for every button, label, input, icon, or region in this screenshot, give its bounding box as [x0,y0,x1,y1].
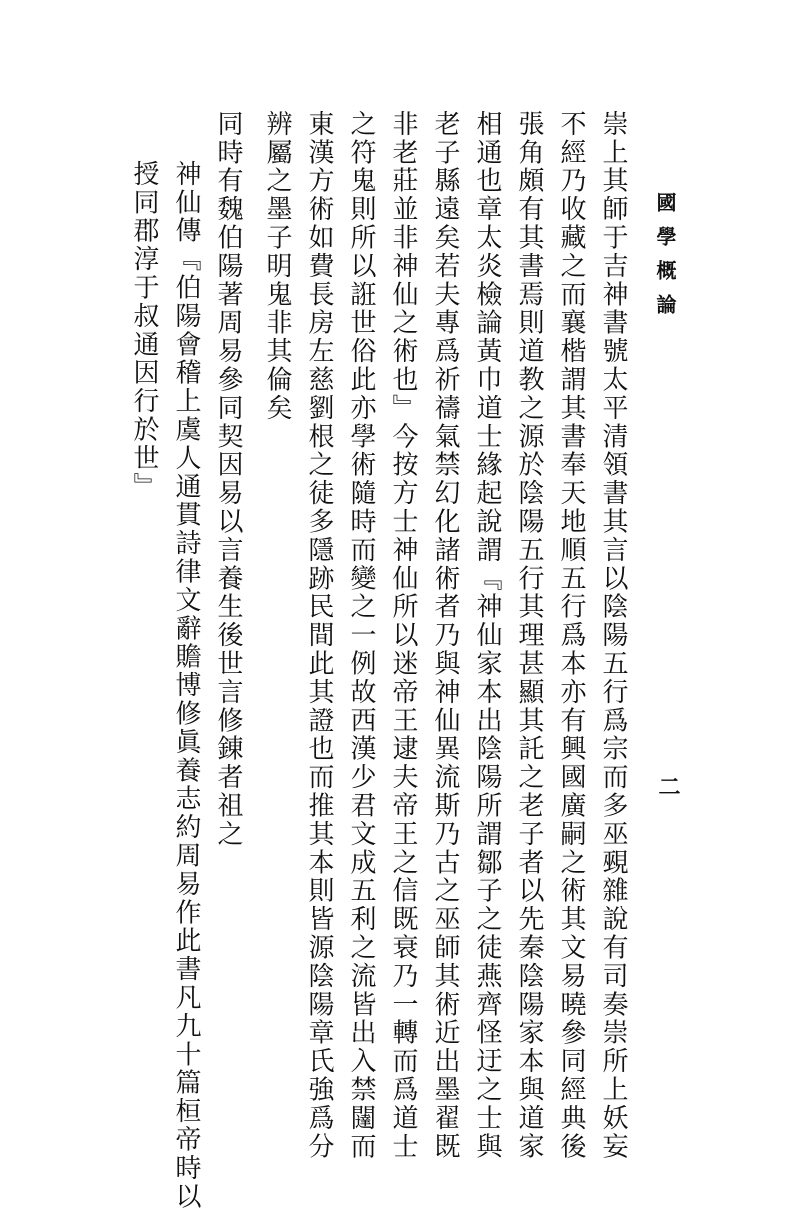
text-column-1: 崇上其師于吉神書號太平清領書其言以陰陽五行爲宗而多巫覡雜說有司奏崇所上妖妄 [598,110,628,1161]
text-column-12: 授同郡淳于叔通因行於世』 [129,160,159,501]
text-column-11: 神仙傳『伯陽會稽上虞人通貫詩律文辭贍博修眞養志約周易作此書凡九十篇桓帝時以 [171,160,201,1211]
text-column-2: 不經乃收藏之而襄楷謂其書奉天地順五行爲本亦有興國廣嗣之術其文易曉參同經典後 [556,110,586,1161]
text-column-8: 東漢方術如費長房左慈劉根之徒多隱跡民間此其證也而推其本則皆源陰陽章氏強爲分 [304,110,334,1161]
text-column-4: 相通也章太炎檢論黃巾道士緣起說謂『神仙家本出陰陽所謂鄒子之徒燕齊怪迂之士與 [472,110,502,1161]
page-number: 二 [655,775,681,797]
text-column-6: 非老莊並非神仙之術也』今按方士神仙所以迷帝王逮夫帝王之信既衰乃一轉而爲道士 [388,110,418,1161]
text-column-7: 之符鬼則所以誑世俗此亦學術隨時而變之一例故西漢少君文成五利之流皆出入禁闥而 [346,110,376,1161]
text-column-5: 老子縣遠矣若夫專爲祈禱氣禁幻化諸術者乃與神仙異流斯乃古之巫師其術近出墨翟既 [430,110,460,1161]
text-column-10: 同時有魏伯陽著周易參同契因易以言養生後世言修錬者祖之 [213,110,243,849]
text-column-3: 張角頗有其書焉則道教之源於陰陽五行其理甚顯其託之老子者以先秦陰陽家本與道家 [514,110,544,1161]
running-title: 國學概論 [653,192,677,328]
text-column-9: 辨屬之墨子明鬼非其倫矣 [262,110,292,423]
